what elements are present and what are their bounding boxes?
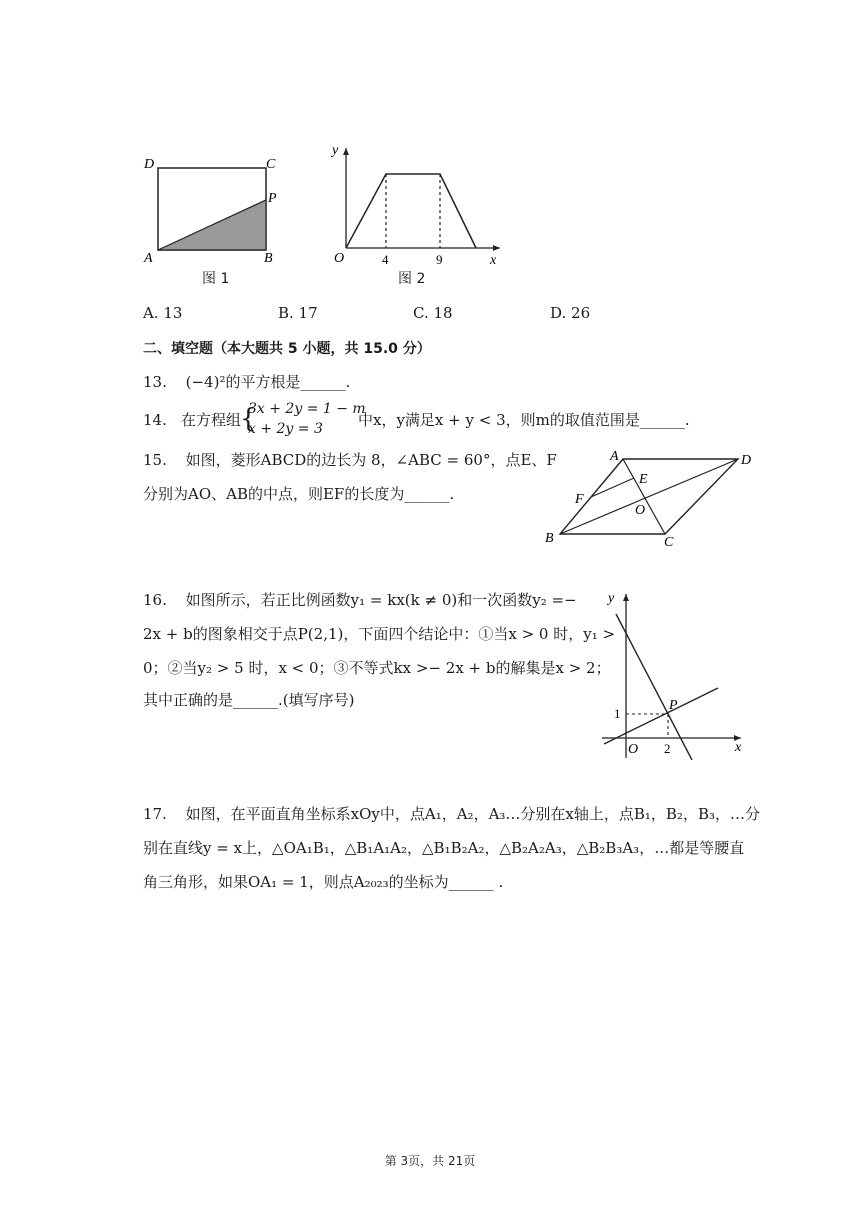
q14-brace: {: [240, 404, 257, 434]
q16-number: 16.: [143, 591, 167, 609]
q15-line2: 分别为AO、AB的中点，则EF的长度为______.: [143, 485, 455, 503]
option-b: B. 17: [278, 304, 318, 322]
q17-line2: 别在直线y = x上，△OA₁B₁，△B₁A₁A₂，△B₁B₂A₂，△B₂A₂A₃，△B₂B₃A₃，…都是等腰直: [143, 839, 745, 857]
fig1-label-p: P: [268, 191, 277, 206]
q15-label-f: F: [575, 492, 584, 507]
q14-eq1: 3x + 2y = 1 − m: [248, 401, 366, 417]
q16-line1: [143, 590, 577, 610]
q16-line2: 2x + b的图象相交于点P(2,1)，下面四个结论中：①当x > 0 时，y₁ >: [143, 625, 616, 643]
q17-line3: 角三角形，如果OA₁ = 1，则点A₂₀₂₃的坐标为______ .: [143, 873, 504, 891]
q16-line3: 0；②当y₂ > 5 时，x < 0；③不等式kx >− 2x + b的解集是x > 2；: [143, 659, 611, 677]
option-d: D. 26: [550, 304, 591, 322]
q15-label-a: A: [610, 449, 619, 464]
q14-number: 14.: [143, 411, 167, 429]
option-a: A. 13: [143, 304, 183, 322]
q14-suffix: 中x，y满足x + y < 3，则m的取值范围是______.: [358, 411, 690, 429]
q15-label-e: E: [639, 472, 648, 487]
fig2-tick-4: 4: [382, 252, 389, 267]
q17-line1: [143, 804, 760, 824]
q17-text-1: 如图，在平面直角坐标系xOy中，点A₁，A₂，A₃…分别在x轴上，点B₁，B₂，B₃，…分: [185, 805, 760, 823]
q15-label-c: C: [664, 535, 674, 550]
q15-label-d: D: [741, 453, 752, 468]
q15-line1: [143, 450, 557, 470]
figure-1-caption: 图 1: [202, 271, 230, 287]
figure-2: [330, 140, 510, 275]
fig2-label-y: y: [332, 143, 339, 158]
fig2-label-x: x: [490, 253, 497, 268]
q16-label-o: O: [628, 742, 639, 757]
fig2-tick-9: 9: [436, 252, 443, 267]
q15-number: 15.: [143, 451, 167, 469]
page-footer: 第 3页，共 21页: [384, 1154, 476, 1168]
q16-line4: 其中正确的是______.(填写序号): [143, 691, 355, 709]
q16-label-y: y: [608, 591, 615, 606]
fig1-label-a: A: [144, 251, 153, 266]
q16-label-two: 2: [664, 741, 671, 756]
figure-2-caption: 图 2: [398, 271, 426, 287]
q13-number: 13.: [143, 373, 167, 391]
q15-label-b: B: [545, 531, 554, 546]
fig2-label-o: O: [334, 251, 345, 266]
q16-label-x: x: [735, 740, 742, 755]
q13-text: (−4)²的平方根是______.: [185, 373, 351, 391]
figure-q16-graph: [596, 588, 756, 760]
q17-number: 17.: [143, 805, 167, 823]
fig1-label-b: B: [264, 251, 273, 266]
q14-eq2: x + 2y = 3: [248, 421, 323, 437]
option-c: C. 18: [413, 304, 453, 322]
q14-prefix: 在方程组: [181, 411, 242, 429]
figure-q15-rhombus: [538, 442, 768, 552]
q16-text-1: 如图所示，若正比例函数y₁ = kx(k ≠ 0)和一次函数y₂ =−: [185, 591, 577, 609]
q16-label-p: P: [669, 698, 678, 713]
q15-text-1: 如图，菱形ABCD的边长为 8，∠ABC = 60°，点E、F: [185, 451, 557, 469]
fig1-label-d: D: [144, 157, 155, 172]
fig1-label-c: C: [266, 157, 276, 172]
q15-label-o: O: [635, 503, 646, 518]
section-2-title: 二、填空题（本大题共 5 小题，共 15.0 分）: [143, 341, 431, 357]
q13: [143, 372, 350, 392]
q16-label-one: 1: [614, 706, 621, 721]
